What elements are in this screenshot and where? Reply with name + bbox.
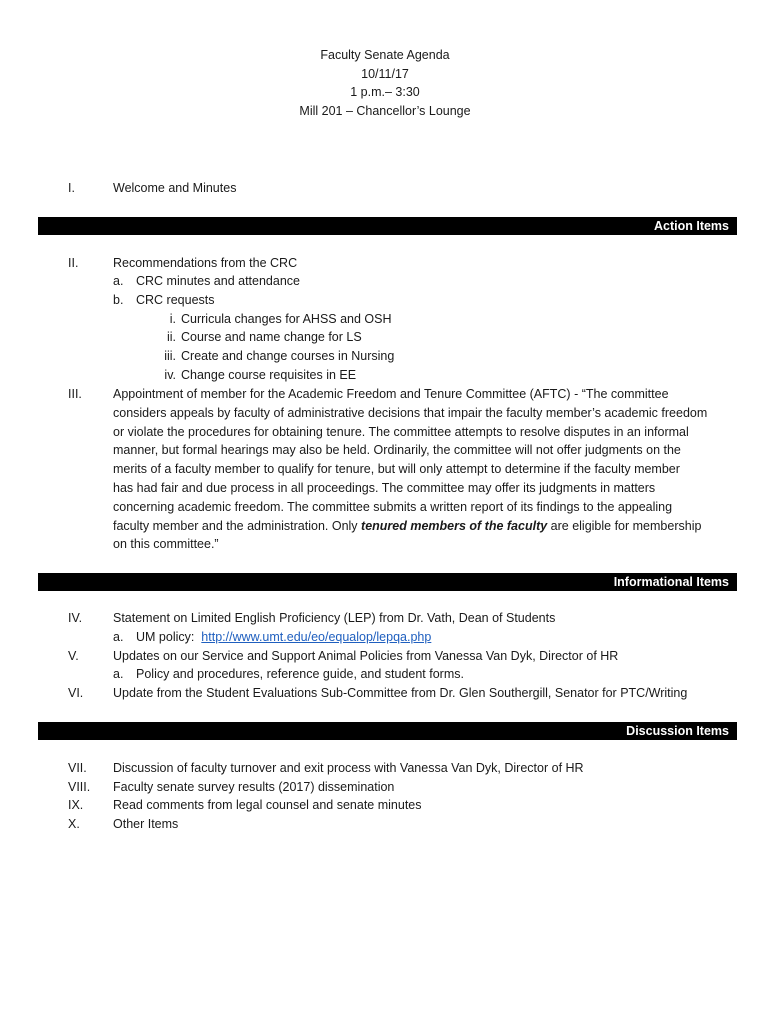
agenda-item-8: [0, 778, 770, 797]
sub-item-a: [0, 272, 770, 291]
paragraph-line: Appointment of member for the Academic Freedom and Tenure Committee (AFTC) - “The committee: [113, 387, 669, 401]
emphasis-text: tenured members of the faculty: [361, 518, 548, 533]
agenda-item-1: [0, 179, 770, 198]
request-number: iii.: [164, 349, 176, 363]
paragraph-line: has had fair and due process in all proceedings. The committee may offer its judgments in matters: [113, 480, 656, 495]
paragraph-line: concerning academic freedom. The committee submits a written report of its findings to the appealing: [113, 499, 673, 514]
item-text: Welcome and Minutes: [113, 181, 237, 195]
sub-item-text: [136, 628, 431, 647]
agenda-item-6: [0, 684, 770, 703]
item-number: X.: [68, 817, 80, 831]
item-number: I.: [68, 181, 75, 195]
item-number: VII.: [68, 761, 87, 775]
agenda-time: 1 p.m.– 3:30: [350, 85, 420, 99]
section-header-action-items: Action Items: [38, 217, 737, 235]
sub-item-text: CRC minutes and attendance: [136, 274, 300, 288]
item-number: VI.: [68, 686, 84, 700]
request-item-i: [0, 310, 770, 329]
item-number: VIII.: [68, 780, 91, 794]
sub-item-um-policy: [0, 628, 770, 647]
sub-item-b: [0, 291, 770, 310]
request-item-ii: [0, 328, 770, 347]
sub-item-text: Policy and procedures, reference guide, and student forms.: [136, 667, 464, 681]
sub-item-text: CRC requests: [136, 293, 215, 307]
paragraph-text: faculty member and the administration. Only: [113, 518, 362, 533]
request-number: i.: [169, 312, 176, 326]
request-text: Change course requisites in EE: [181, 368, 357, 382]
paragraph-line: or violate the procedures for obtaining tenure. The committee attempts to resolve disputes in an informal: [113, 424, 689, 439]
sub-item-policy: [0, 665, 770, 684]
section-header-informational-items: Informational Items: [38, 573, 737, 591]
request-item-iii: [0, 347, 770, 366]
request-number: ii.: [166, 330, 176, 344]
item-number: IV.: [68, 611, 83, 625]
sub-item-letter: a.: [113, 630, 124, 644]
request-text: Curricula changes for AHSS and OSH: [181, 312, 392, 326]
agenda-date: 10/11/17: [361, 66, 409, 81]
agenda-header: [0, 46, 770, 120]
agenda-item-4: [0, 609, 770, 628]
item-text: Statement on Limited English Proficiency (LEP) from Dr. Vath, Dean of Students: [113, 611, 556, 625]
request-text: Create and change courses in Nursing: [181, 349, 395, 363]
item-number: III.: [68, 387, 82, 401]
agenda-item-9: [0, 796, 770, 815]
request-number: iv.: [164, 368, 176, 382]
item-text: Updates on our Service and Support Animal Policies from Vanessa Van Dyk, Director of HR: [113, 649, 619, 663]
aftc-paragraph: [113, 385, 723, 554]
item-number: IX.: [68, 798, 84, 812]
sub-item-letter: b.: [113, 293, 124, 307]
item-text: Recommendations from the CRC: [113, 256, 298, 270]
paragraph-line: [113, 517, 723, 536]
paragraph-line: considers appeals by faculty of administrative decisions that impair the faculty member’s academic freedom: [113, 405, 708, 420]
item-text: Update from the Student Evaluations Sub-Committee from Dr. Glen Southergill, Senator for PTC/Writing: [113, 686, 688, 700]
sub-item-letter: a.: [113, 274, 124, 288]
paragraph-text: are eligible for membership: [547, 518, 702, 533]
agenda-item-5: [0, 647, 770, 666]
agenda-title: Faculty Senate Agenda: [320, 48, 450, 62]
section-header-discussion-items: Discussion Items: [38, 722, 737, 740]
lep-policy-link[interactable]: http://www.umt.edu/eo/equalop/lepqa.php: [201, 630, 432, 644]
item-text: Discussion of faculty turnover and exit process with Vanessa Van Dyk, Director of HR: [113, 761, 584, 775]
policy-label: UM policy:: [136, 630, 195, 644]
paragraph-line: manner, but formal hearings may also be held. Ordinarily, the committee will not offer judgments on the: [113, 443, 681, 458]
item-number: II.: [68, 256, 79, 270]
request-item-iv: [0, 366, 770, 385]
paragraph-line: on this committee.”: [113, 537, 219, 552]
agenda-location: Mill 201 – Chancellor’s Lounge: [299, 103, 471, 118]
item-text: Read comments from legal counsel and senate minutes: [113, 798, 422, 812]
paragraph-line: merits of a faculty member to qualify for tenure, but will only attempt to determine if the faculty member: [113, 462, 680, 477]
agenda-item-2: [0, 254, 770, 273]
item-text: Other Items: [113, 817, 179, 831]
item-number: V.: [68, 649, 79, 663]
sub-item-letter: a.: [113, 667, 124, 681]
request-text: Course and name change for LS: [181, 330, 362, 344]
agenda-item-7: [0, 759, 770, 778]
agenda-item-10: [0, 815, 770, 834]
item-text: Faculty senate survey results (2017) dissemination: [113, 780, 395, 794]
